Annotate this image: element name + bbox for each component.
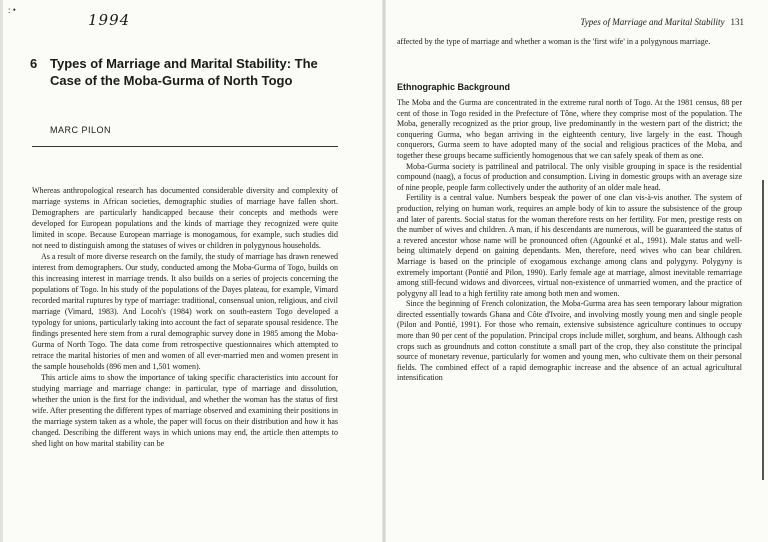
paragraph: Whereas anthropological research has documented considerable diversity and complexity of marriage systems in African societies, demographic studies of marriage have fallen short. Demographers are particularly handicapped because their concepts and methods were developed for European populations and the kinds of marriage they recognized were quite limited in scope. Because European marriage is monogamous, for example, such studies did not need to distinguish among the statuses of wives or children in polygynous households. bbox=[32, 186, 338, 250]
left-body-text bbox=[32, 185, 338, 449]
chapter-title: Types of Marriage and Marital Stability: The Case of the Moba-Gurma of North Togo bbox=[50, 56, 318, 88]
page-right-edge bbox=[762, 180, 764, 480]
margin-marks: : • bbox=[8, 5, 16, 15]
page-number: 131 bbox=[730, 17, 744, 27]
paragraph: The Moba and the Gurma are concentrated in the extreme rural north of Togo. At the 1981 census, 88 per cent of those in Togo resided in the Prefecture of Tône, where they comprise most of the population. The Moba, generally recognized as the prior group, live predominantly in the western part of the district; the conquering Gurma, who began arriving in the eighteenth century, live largely in the east. Though conquerors, Gurma seem to have adopted many of the social and religious practices of the Moba, and together these groups became sufficiently homogenous that we can safely speak of them as one. bbox=[397, 98, 742, 160]
paragraph: As a result of more diverse research on the family, the study of marriage has drawn renewed interest from demographers. Our study, conducted among the Moba-Gurma of Togo, builds on this increasing interest in marriage trends. It also builds on a series of projects concerning the populations of Togo. In his study of the populations of the Dayes plateau, for example, Vimard recorded marital ruptures by type of marriage: traditional, consensual union, religious, and civil marriage (Vimard, 1983). And Locoh's (1984) work on south-eastern Togo developed a typology for unions, particularly taking into account the fact of separate spousal residence. The findings presented here stem from a rural demographic survey done in 1985 among the Moba-Gurma of North Togo. The data come from retrospective questionnaires which attempted to retrace the marital histories of men and women of all ever-married men and women present in the sample households (896 men and 1,501 women). bbox=[32, 252, 338, 371]
paragraph: This article aims to show the importance of taking specific characteristics into account for studying marriage and marriage change: in particular, type of marriage and dissolution, whether the union is the first for the individual, and whether the woman has the status of first wife. After presenting the different types of marriage observed and examining their positions in the marriage system taken as a whole, the paper will focus on their distribution and how it has changed. Describing the different ways in which unions may end, the article then attempts to shed light on how marital stability can be bbox=[32, 373, 338, 448]
paragraph: Since the beginning of French colonization, the Moba-Gurma area has seen temporary labour migration directed essentially towards Ghana and Côte d'Ivoire, and involving mostly young men and single people (Pilon and Pontié, 1991). For those who remain, extensive subsistence agriculture continues to occupy more than 90 per cent of the population. Principal crops include millet, sorghum, and beans. Although cash crops such as groundnuts and cotton constitute a small part of the crop, they also constitute the principal source of monetary revenue, particularly for women and young men, who cultivate them on their personal fields. The combined effect of a rapid demographic increase and the absence of an actual agricultural intensification bbox=[397, 299, 742, 383]
handwritten-year-note: 1994 bbox=[88, 11, 131, 29]
running-head bbox=[530, 17, 744, 27]
right-body-text bbox=[397, 98, 742, 384]
chapter-number: 6 bbox=[30, 56, 38, 71]
author-name: MARC PILON bbox=[50, 125, 112, 135]
paragraph: Moba-Gurma society is patrilineal and patrilocal. The only visible grouping in space is the residential compound (naag), a focus of production and consumption. Living in domestic groups with an average size of nine people, people farm collectively under the authority of an older male head. bbox=[397, 161, 742, 192]
running-head-title: Types of Marriage and Marital Stability bbox=[580, 17, 725, 27]
paragraph: Fertility is a central value. Numbers bespeak the power of one clan vis-à-vis another. The system of production, relying on human work, requires an ample body of kin to assure the subsistence of the group and later of parents. Social status for the woman therefore rests on her fertility. For men, prestige rests on the number of wives and children. A man, if his descendants are numerous, will be guaranteed the status of a revered ancestor whose name will be pronounced often (Agounké et al., 1991). Male status and well-being ultimately depend on gaining dependants. Men, therefore, need wives who can bear children. Marriage is based on the principle of exogamous exchange among clans and polygyny. Polygyny is extremely important (Pontié and Pilon, 1990). Early female age at marriage, almost inevitable remarriage among still-fecund widows and divorcees, virtual non-existence of unmarried women, and the practice of polygyny all lead to a high fertility rate among both men and women. bbox=[397, 193, 742, 298]
section-heading: Ethnographic Background bbox=[397, 82, 511, 92]
continued-paragraph: affected by the type of marriage and whether a woman is the 'first wife' in a polygynous marriage. bbox=[397, 37, 711, 46]
title-rule bbox=[32, 146, 338, 147]
